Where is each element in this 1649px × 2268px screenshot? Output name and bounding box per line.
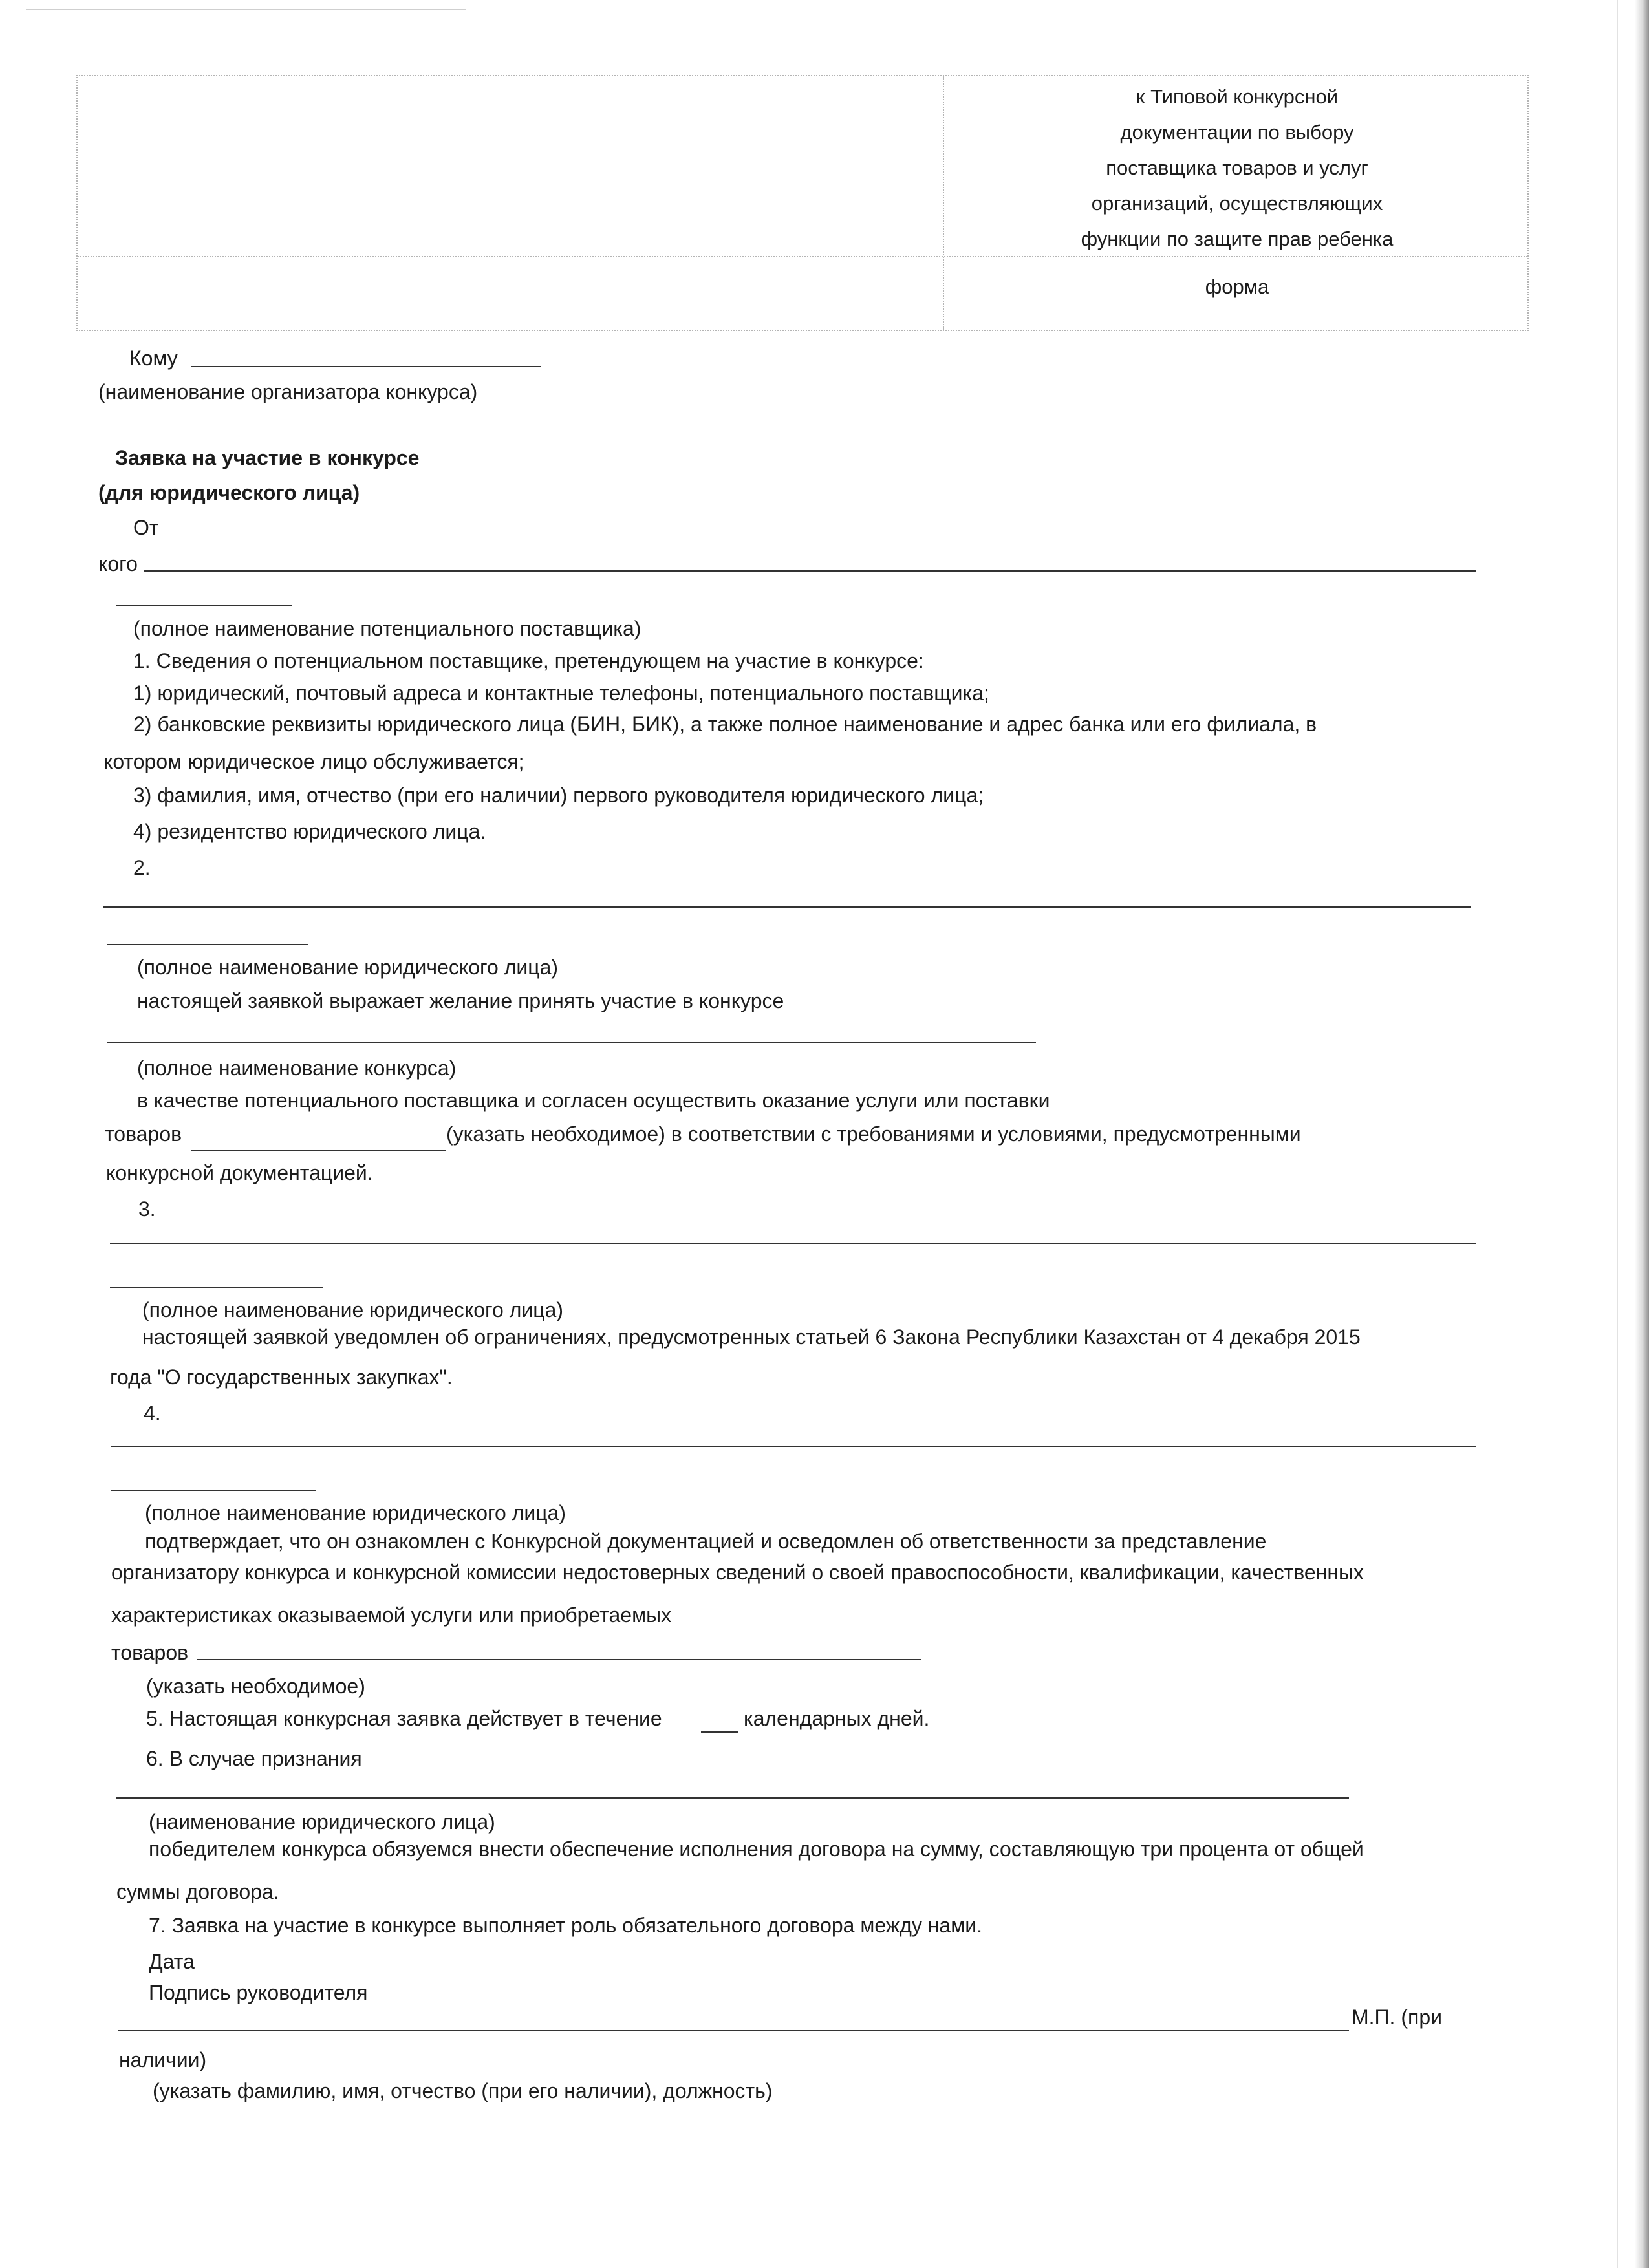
addressee-label: Кому bbox=[129, 347, 178, 370]
section2-text-requirements: (указать необходимое) в соответствии с требованиями и условиями, предусмотренными bbox=[446, 1122, 1301, 1146]
supplier-name-underline[interactable] bbox=[144, 570, 1476, 572]
signature-underline[interactable] bbox=[118, 2030, 1349, 2031]
section4-text-liability: организатору конкурса и конкурсной комиссии недостоверных сведений о своей правоспособности, квалификации, качественных bbox=[111, 1561, 1364, 1584]
section4-text-characteristics: характеристиках оказываемой услуги или приобретаемых bbox=[111, 1603, 672, 1627]
section2-tender-caption: (полное наименование конкурса) bbox=[137, 1056, 457, 1080]
header-reference-line: документации по выбору bbox=[1120, 121, 1354, 144]
header-reference-line: функции по защите прав ребенка bbox=[1081, 228, 1394, 250]
section7-text-binding: 7. Заявка на участие в конкурсе выполняет роль обязательного договора между нами. bbox=[149, 1914, 982, 1937]
section2-goods-label: товаров bbox=[105, 1122, 182, 1146]
section5-text-validity: 5. Настоящая конкурсная заявка действует в течение bbox=[146, 1707, 662, 1730]
scan-artifact-edge-line bbox=[1617, 0, 1618, 2268]
section3-entity-underline[interactable] bbox=[110, 1243, 1476, 1244]
addressee-caption: (наименование организатора конкурса) bbox=[98, 380, 478, 403]
section2-number: 2. bbox=[133, 856, 151, 879]
stamp-label-cont: наличии) bbox=[119, 2048, 207, 2071]
form-label: форма bbox=[1205, 275, 1269, 298]
section3-text-law: года "О государственных закупках". bbox=[110, 1365, 453, 1389]
validity-days-underline[interactable] bbox=[701, 1731, 738, 1733]
section4-goods-underline[interactable] bbox=[197, 1659, 921, 1660]
section5-text-days: календарных дней. bbox=[744, 1707, 930, 1730]
section4-entity-caption: (полное наименование юридического лица) bbox=[145, 1501, 566, 1524]
section3-text-restrictions: настоящей заявкой уведомлен об ограничениях, предусмотренных статьей 6 Закона Республики Казахстан от 4 декабря 2015 bbox=[142, 1325, 1361, 1349]
section1-item-residency: 4) резидентство юридического лица. bbox=[133, 820, 486, 843]
header-table bbox=[76, 75, 1529, 331]
section1-item-bank-details-cont: котором юридическое лицо обслуживается; bbox=[103, 750, 524, 773]
scan-artifact-right-edge bbox=[1635, 0, 1649, 2268]
section3-number: 3. bbox=[138, 1197, 156, 1221]
section1-item-addresses: 1) юридический, почтовый адреса и контактные телефоны, потенциального поставщика; bbox=[133, 681, 989, 705]
section2-entity-caption: (полное наименование юридического лица) bbox=[137, 956, 559, 979]
document-title: Заявка на участие в конкурсе bbox=[115, 446, 420, 469]
scan-artifact-top bbox=[26, 9, 466, 10]
supplier-name-underline-cont[interactable] bbox=[116, 605, 292, 606]
section2-tender-underline[interactable] bbox=[107, 1042, 1036, 1043]
section1-item-bank-details: 2) банковские реквизиты юридического лица (БИН, БИК), а также полное наименование и адрес банка или его филиала, в bbox=[133, 712, 1317, 736]
section4-goods-label: товаров bbox=[111, 1641, 189, 1664]
date-label: Дата bbox=[149, 1950, 195, 1973]
header-reference-text bbox=[944, 79, 1530, 257]
signature-caption: (указать фамилию, имя, отчество (при его наличии), должность) bbox=[153, 2079, 773, 2102]
section3-entity-underline-cont[interactable] bbox=[110, 1287, 323, 1288]
section4-entity-underline-cont[interactable] bbox=[111, 1490, 316, 1491]
section2-text-intent: настоящей заявкой выражает желание принять участие в конкурсе bbox=[137, 989, 784, 1012]
section6-entity-caption: (наименование юридического лица) bbox=[149, 1810, 495, 1834]
section4-number: 4. bbox=[144, 1402, 161, 1425]
section2-goods-underline[interactable] bbox=[191, 1150, 446, 1151]
section4-text-acknowledgement: подтверждает, что он ознакомлен с Конкурсной документацией и осведомлен об ответственности за представление bbox=[145, 1530, 1267, 1553]
document-subtitle: (для юридического лица) bbox=[98, 481, 360, 504]
header-reference-line: к Типовой конкурсной bbox=[1136, 85, 1339, 108]
section6-entity-underline[interactable] bbox=[116, 1797, 1349, 1799]
section6-text-guarantee: победителем конкурса обязуемся внести обеспечение исполнения договора на сумму, составляющую три процента от общей bbox=[149, 1837, 1364, 1861]
header-reference-line: организаций, осуществляющих bbox=[1091, 192, 1383, 215]
section4-goods-caption: (указать необходимое) bbox=[146, 1674, 365, 1698]
from-label-cont: кого bbox=[98, 552, 138, 575]
section2-text-capacity: в качестве потенциального поставщика и согласен осуществить оказание услуги или поставки bbox=[137, 1089, 1050, 1112]
stamp-label: М.П. (при bbox=[1352, 2006, 1442, 2029]
section6-text-winner: 6. В случае признания bbox=[146, 1747, 362, 1770]
section4-entity-underline[interactable] bbox=[111, 1446, 1476, 1447]
header-reference-line: поставщика товаров и услуг bbox=[1106, 156, 1368, 179]
from-label: От bbox=[133, 516, 159, 539]
section2-text-docs: конкурсной документацией. bbox=[106, 1161, 373, 1184]
section2-entity-underline[interactable] bbox=[103, 906, 1471, 908]
signature-label: Подпись руководителя bbox=[149, 1981, 368, 2004]
supplier-caption: (полное наименование потенциального поставщика) bbox=[133, 617, 641, 640]
section6-text-contract-sum: суммы договора. bbox=[116, 1880, 279, 1903]
section1-item-director: 3) фамилия, имя, отчество (при его наличии) первого руководителя юридического лица; bbox=[133, 784, 984, 807]
addressee-field-underline[interactable] bbox=[191, 366, 541, 367]
section1-heading: 1. Сведения о потенциальном поставщике, претендующем на участие в конкурсе: bbox=[133, 649, 924, 672]
section3-entity-caption: (полное наименование юридического лица) bbox=[142, 1298, 564, 1321]
section2-entity-underline-cont[interactable] bbox=[107, 944, 308, 945]
